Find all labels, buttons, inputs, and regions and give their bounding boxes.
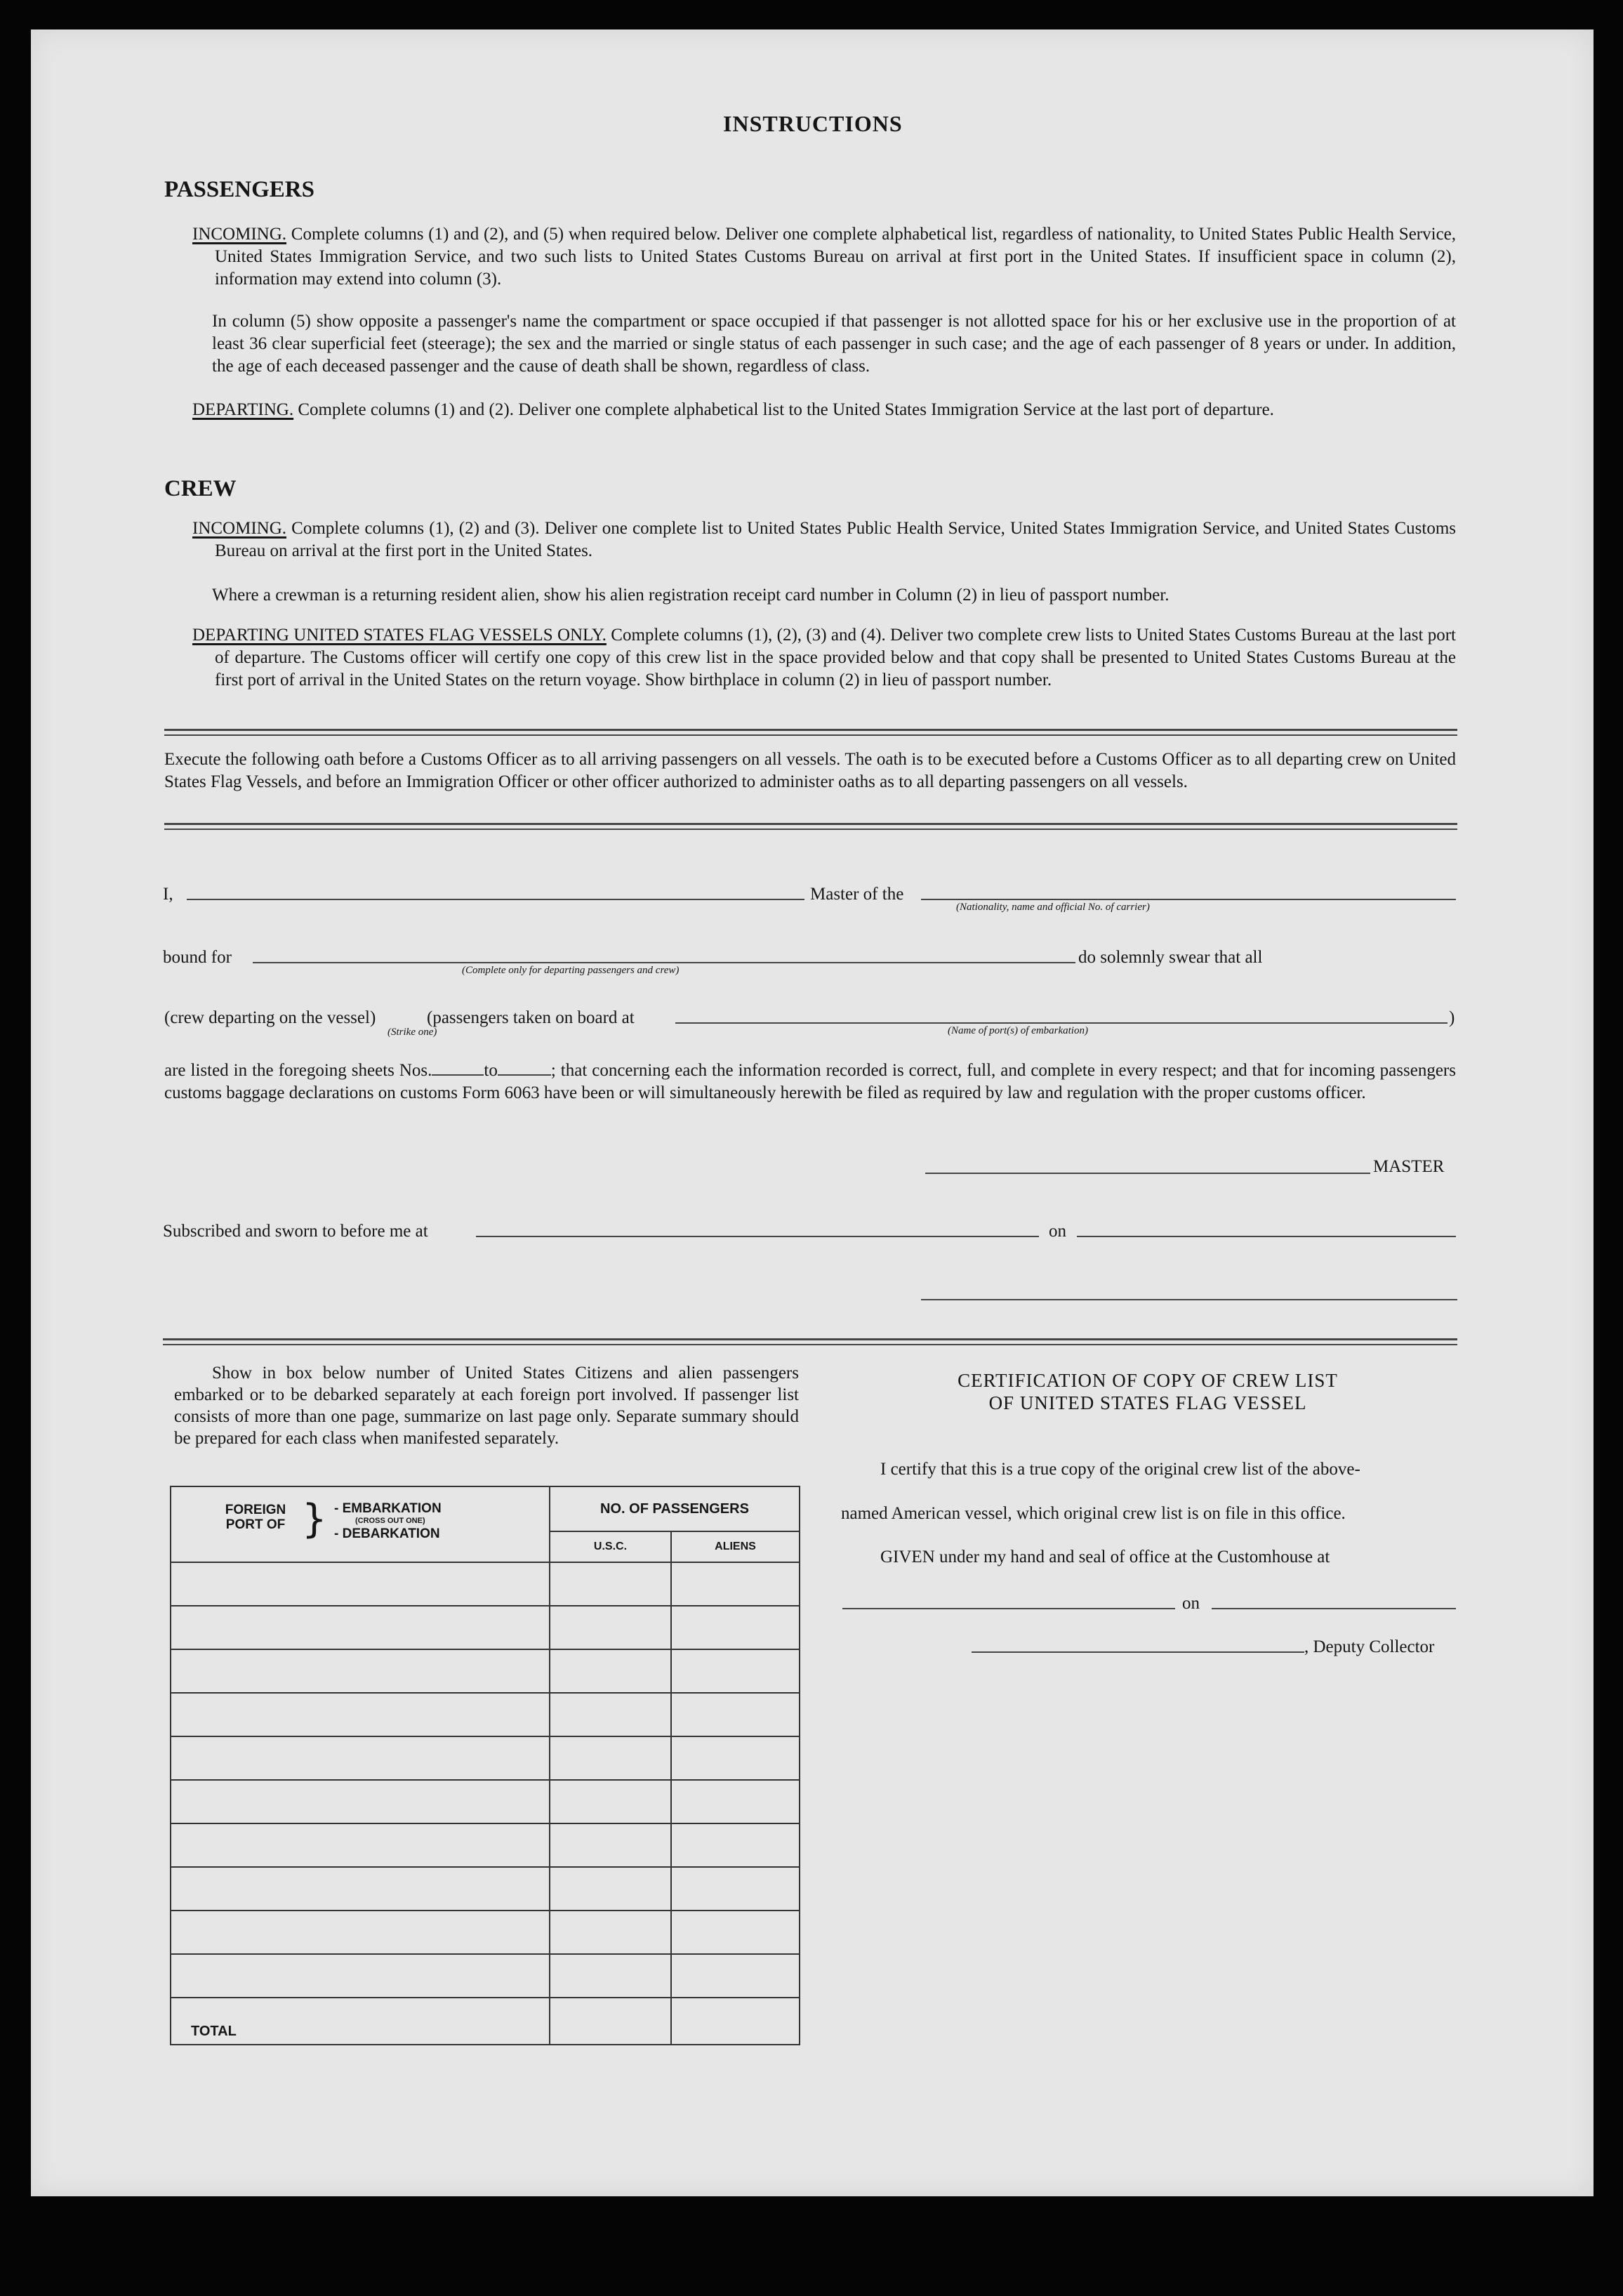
- embarkation-label: - EMBARKATION: [334, 1501, 442, 1516]
- sworn-place-field[interactable]: [476, 1236, 1039, 1237]
- usc-header: U.S.C.: [550, 1531, 671, 1562]
- cross-out-one-label: (CROSS OUT ONE): [355, 1517, 425, 1525]
- usc-cell[interactable]: [550, 1736, 671, 1780]
- aliens-cell[interactable]: [671, 1693, 800, 1736]
- aliens-cell[interactable]: [671, 1606, 800, 1649]
- certification-on-label: on: [1182, 1594, 1200, 1613]
- port-cell[interactable]: [171, 1954, 550, 1998]
- embarkation-ports-field[interactable]: [675, 1022, 1448, 1024]
- table-row: [171, 1649, 800, 1693]
- sheet-to-field[interactable]: [498, 1059, 551, 1076]
- bound-for-caption: (Complete only for departing passengers and crew): [462, 965, 680, 976]
- usc-total-cell[interactable]: [550, 1998, 671, 2045]
- aliens-cell[interactable]: [671, 1911, 800, 1954]
- passengers-departing-paragraph: [192, 399, 1456, 421]
- given-text: GIVEN under my hand and seal of office at the Customhouse at: [880, 1548, 1330, 1566]
- table-row: [171, 1867, 800, 1911]
- port-cell[interactable]: [171, 1562, 550, 1606]
- listed-text: ; that concerning each the information recorded is correct, full, and complete in every respect; and that for incoming passengers customs baggage declarations on customs Form 6063 have been or will simultaneously herewith be filed as required by law and regulation with the proper customs officer.: [164, 1061, 1456, 1102]
- crew-incoming-lead: INCOMING.: [192, 519, 287, 538]
- crew-departing-lead: DEPARTING UNITED STATES FLAG VESSELS ONLY.: [192, 626, 607, 645]
- table-row: [171, 1780, 800, 1823]
- do-swear-label: do solemnly swear that all: [1078, 948, 1263, 967]
- deputy-signature-field[interactable]: [972, 1651, 1304, 1653]
- usc-cell[interactable]: [550, 1562, 671, 1606]
- sworn-on-label: on: [1049, 1222, 1066, 1241]
- certification-heading-line1: CERTIFICATION OF COPY OF CREW LIST: [958, 1370, 1338, 1391]
- passengers-departing-text: Complete columns (1) and (2). Deliver one complete alphabetical list to the United States Immigration Service at the last port of departure.: [298, 400, 1274, 419]
- port-cell[interactable]: [171, 1911, 550, 1954]
- table-row: [171, 1693, 800, 1736]
- crew-heading: CREW: [164, 476, 237, 501]
- named-vessel-text: named American vessel, which original crew list is on file in this office.: [841, 1504, 1346, 1523]
- aliens-cell[interactable]: [671, 1867, 800, 1911]
- aliens-header: ALIENS: [671, 1531, 800, 1562]
- port-cell[interactable]: [171, 1823, 550, 1867]
- divider-rule: [164, 729, 1457, 736]
- page-title: INSTRUCTIONS: [723, 111, 903, 136]
- sworn-date-field[interactable]: [1077, 1236, 1456, 1237]
- table-row: [171, 1954, 800, 1998]
- ports-caption: (Name of port(s) of embarkation): [948, 1025, 1088, 1036]
- table-row: [171, 1911, 800, 1954]
- table-row: [171, 1823, 800, 1867]
- aliens-cell[interactable]: [671, 1780, 800, 1823]
- usc-cell[interactable]: [550, 1867, 671, 1911]
- passengers-incoming-lead: INCOMING.: [192, 225, 287, 244]
- port-cell[interactable]: [171, 1780, 550, 1823]
- close-paren: ): [1449, 1008, 1455, 1027]
- port-cell[interactable]: [171, 1606, 550, 1649]
- brace: }: [302, 1496, 327, 1542]
- aliens-cell[interactable]: [671, 1954, 800, 1998]
- foreign-port-of-label: FOREIGN PORT OF: [225, 1503, 286, 1532]
- usc-cell[interactable]: [550, 1693, 671, 1736]
- summary-instruction: Show in box below number of United States Citizens and alien passengers embarked or to be debarked separately at each foreign port involved. If passenger list consists of more than one page, summarize on last page only. Separate summary should be prepared for each class when manifested separately.: [174, 1364, 799, 1448]
- carrier-caption: (Nationality, name and official No. of carrier): [956, 902, 1150, 913]
- passengers-departing-lead: DEPARTING.: [192, 400, 294, 419]
- crew-incoming-text: Complete columns (1), (2) and (3). Deliver one complete list to United States Public Health Service, United States Immigration Service, and United States Customs Bureau on arrival at the first port in the United States.: [215, 519, 1457, 560]
- crew-alien-paragraph: Where a crewman is a returning resident alien, show his alien registration receipt card number in Column (2) in lieu of passport number.: [212, 586, 1170, 605]
- certification-date-field[interactable]: [1212, 1608, 1456, 1609]
- crew-departing-paragraph: [192, 624, 1456, 692]
- total-row: [171, 1998, 800, 2045]
- divider-rule: [164, 823, 1457, 830]
- oath-i-label: I,: [163, 885, 173, 904]
- usc-cell[interactable]: [550, 1823, 671, 1867]
- listed-prefix: are listed in the foregoing sheets Nos.: [164, 1061, 432, 1080]
- divider-rule: [163, 1338, 1457, 1345]
- passengers-taken-option: (passengers taken on board at: [427, 1008, 635, 1027]
- strike-one-caption: (Strike one): [387, 1027, 437, 1038]
- listed-paragraph: [164, 1059, 1456, 1104]
- port-cell[interactable]: [171, 1693, 550, 1736]
- port-cell[interactable]: [171, 1649, 550, 1693]
- passengers-heading: PASSENGERS: [164, 177, 314, 202]
- aliens-cell[interactable]: [671, 1649, 800, 1693]
- master-signature-field[interactable]: [925, 1173, 1370, 1174]
- foreign-port-header: [171, 1486, 550, 1562]
- certify-text: I certify that this is a true copy of the original crew list of the above-: [880, 1460, 1360, 1479]
- usc-cell[interactable]: [550, 1780, 671, 1823]
- passengers-column5-paragraph: In column (5) show opposite a passenger's name the compartment or space occupied if that passenger is not allotted space for his or her exclusive use in the proportion of at least 36 clear superficial feet (steerage); the sex and the married or single status of each passenger in such case; and the age of each passenger of 8 years or under. In addition, the age of each deceased passenger and the cause of death shall be shown, regardless of class.: [212, 312, 1456, 376]
- oath-instruction: Execute the following oath before a Customs Officer as to all arriving passengers on all vessels. The oath is to be executed before a Customs Officer as to all departing crew on United States Flag Vessels, and before an Immigration Officer or other officer authorized to administer oaths as to all departing passengers on all vessels.: [164, 750, 1456, 791]
- master-label: MASTER: [1373, 1157, 1445, 1176]
- carrier-field[interactable]: [921, 899, 1456, 900]
- listed-to: to: [484, 1061, 498, 1080]
- certification-heading: [842, 1369, 1453, 1414]
- table-row: [171, 1606, 800, 1649]
- deputy-collector-label: , Deputy Collector: [1304, 1637, 1435, 1656]
- debarkation-label: - DEBARKATION: [334, 1526, 440, 1541]
- aliens-cell[interactable]: [671, 1736, 800, 1780]
- aliens-total-cell[interactable]: [671, 1998, 800, 2045]
- no-of-passengers-header: NO. OF PASSENGERS: [550, 1486, 800, 1531]
- aliens-cell[interactable]: [671, 1562, 800, 1606]
- port-cell[interactable]: [171, 1867, 550, 1911]
- certification-heading-line2: OF UNITED STATES FLAG VESSEL: [988, 1392, 1307, 1413]
- passengers-incoming-text: Complete columns (1) and (2), and (5) when required below. Deliver one complete alphabetical list, regardless of nationality, to United States Public Health Service, United States Immigration Service, and two such lists to United States Customs Bureau on arrival at first port in the United States. If insufficient space in column (2), information may extend into column (3).: [215, 225, 1457, 289]
- usc-cell[interactable]: [550, 1954, 671, 1998]
- port-cell[interactable]: [171, 1736, 550, 1780]
- usc-cell[interactable]: [550, 1649, 671, 1693]
- table-row: [171, 1562, 800, 1606]
- sheet-from-field[interactable]: [432, 1059, 484, 1076]
- table-row: [171, 1736, 800, 1780]
- aliens-cell[interactable]: [671, 1823, 800, 1867]
- crew-departing-text: Complete columns (1), (2), (3) and (4). Deliver two complete crew lists to United States Customs Bureau at the last port of departure. The Customs officer will certify one copy of this crew list in the space provided below and that copy shall be presented to United States Customs Bureau at the first port of arrival in the United States on the return voyage. Show birthplace in column (2) in lieu of passport number.: [215, 626, 1457, 690]
- officer-signature-field[interactable]: [921, 1299, 1457, 1300]
- bound-for-field[interactable]: [253, 962, 1075, 963]
- master-of-the-label: Master of the: [810, 885, 904, 904]
- bound-for-label: bound for: [163, 948, 232, 967]
- master-name-field[interactable]: [187, 899, 804, 900]
- crew-departing-option: (crew departing on the vessel): [164, 1008, 376, 1027]
- customhouse-field[interactable]: [842, 1608, 1175, 1609]
- passengers-incoming-paragraph: [192, 223, 1456, 291]
- crew-incoming-paragraph: [192, 517, 1456, 562]
- passenger-summary-table: [170, 1486, 800, 2045]
- subscribed-label: Subscribed and sworn to before me at: [163, 1222, 428, 1241]
- total-label: TOTAL: [171, 1998, 550, 2045]
- usc-cell[interactable]: [550, 1606, 671, 1649]
- usc-cell[interactable]: [550, 1911, 671, 1954]
